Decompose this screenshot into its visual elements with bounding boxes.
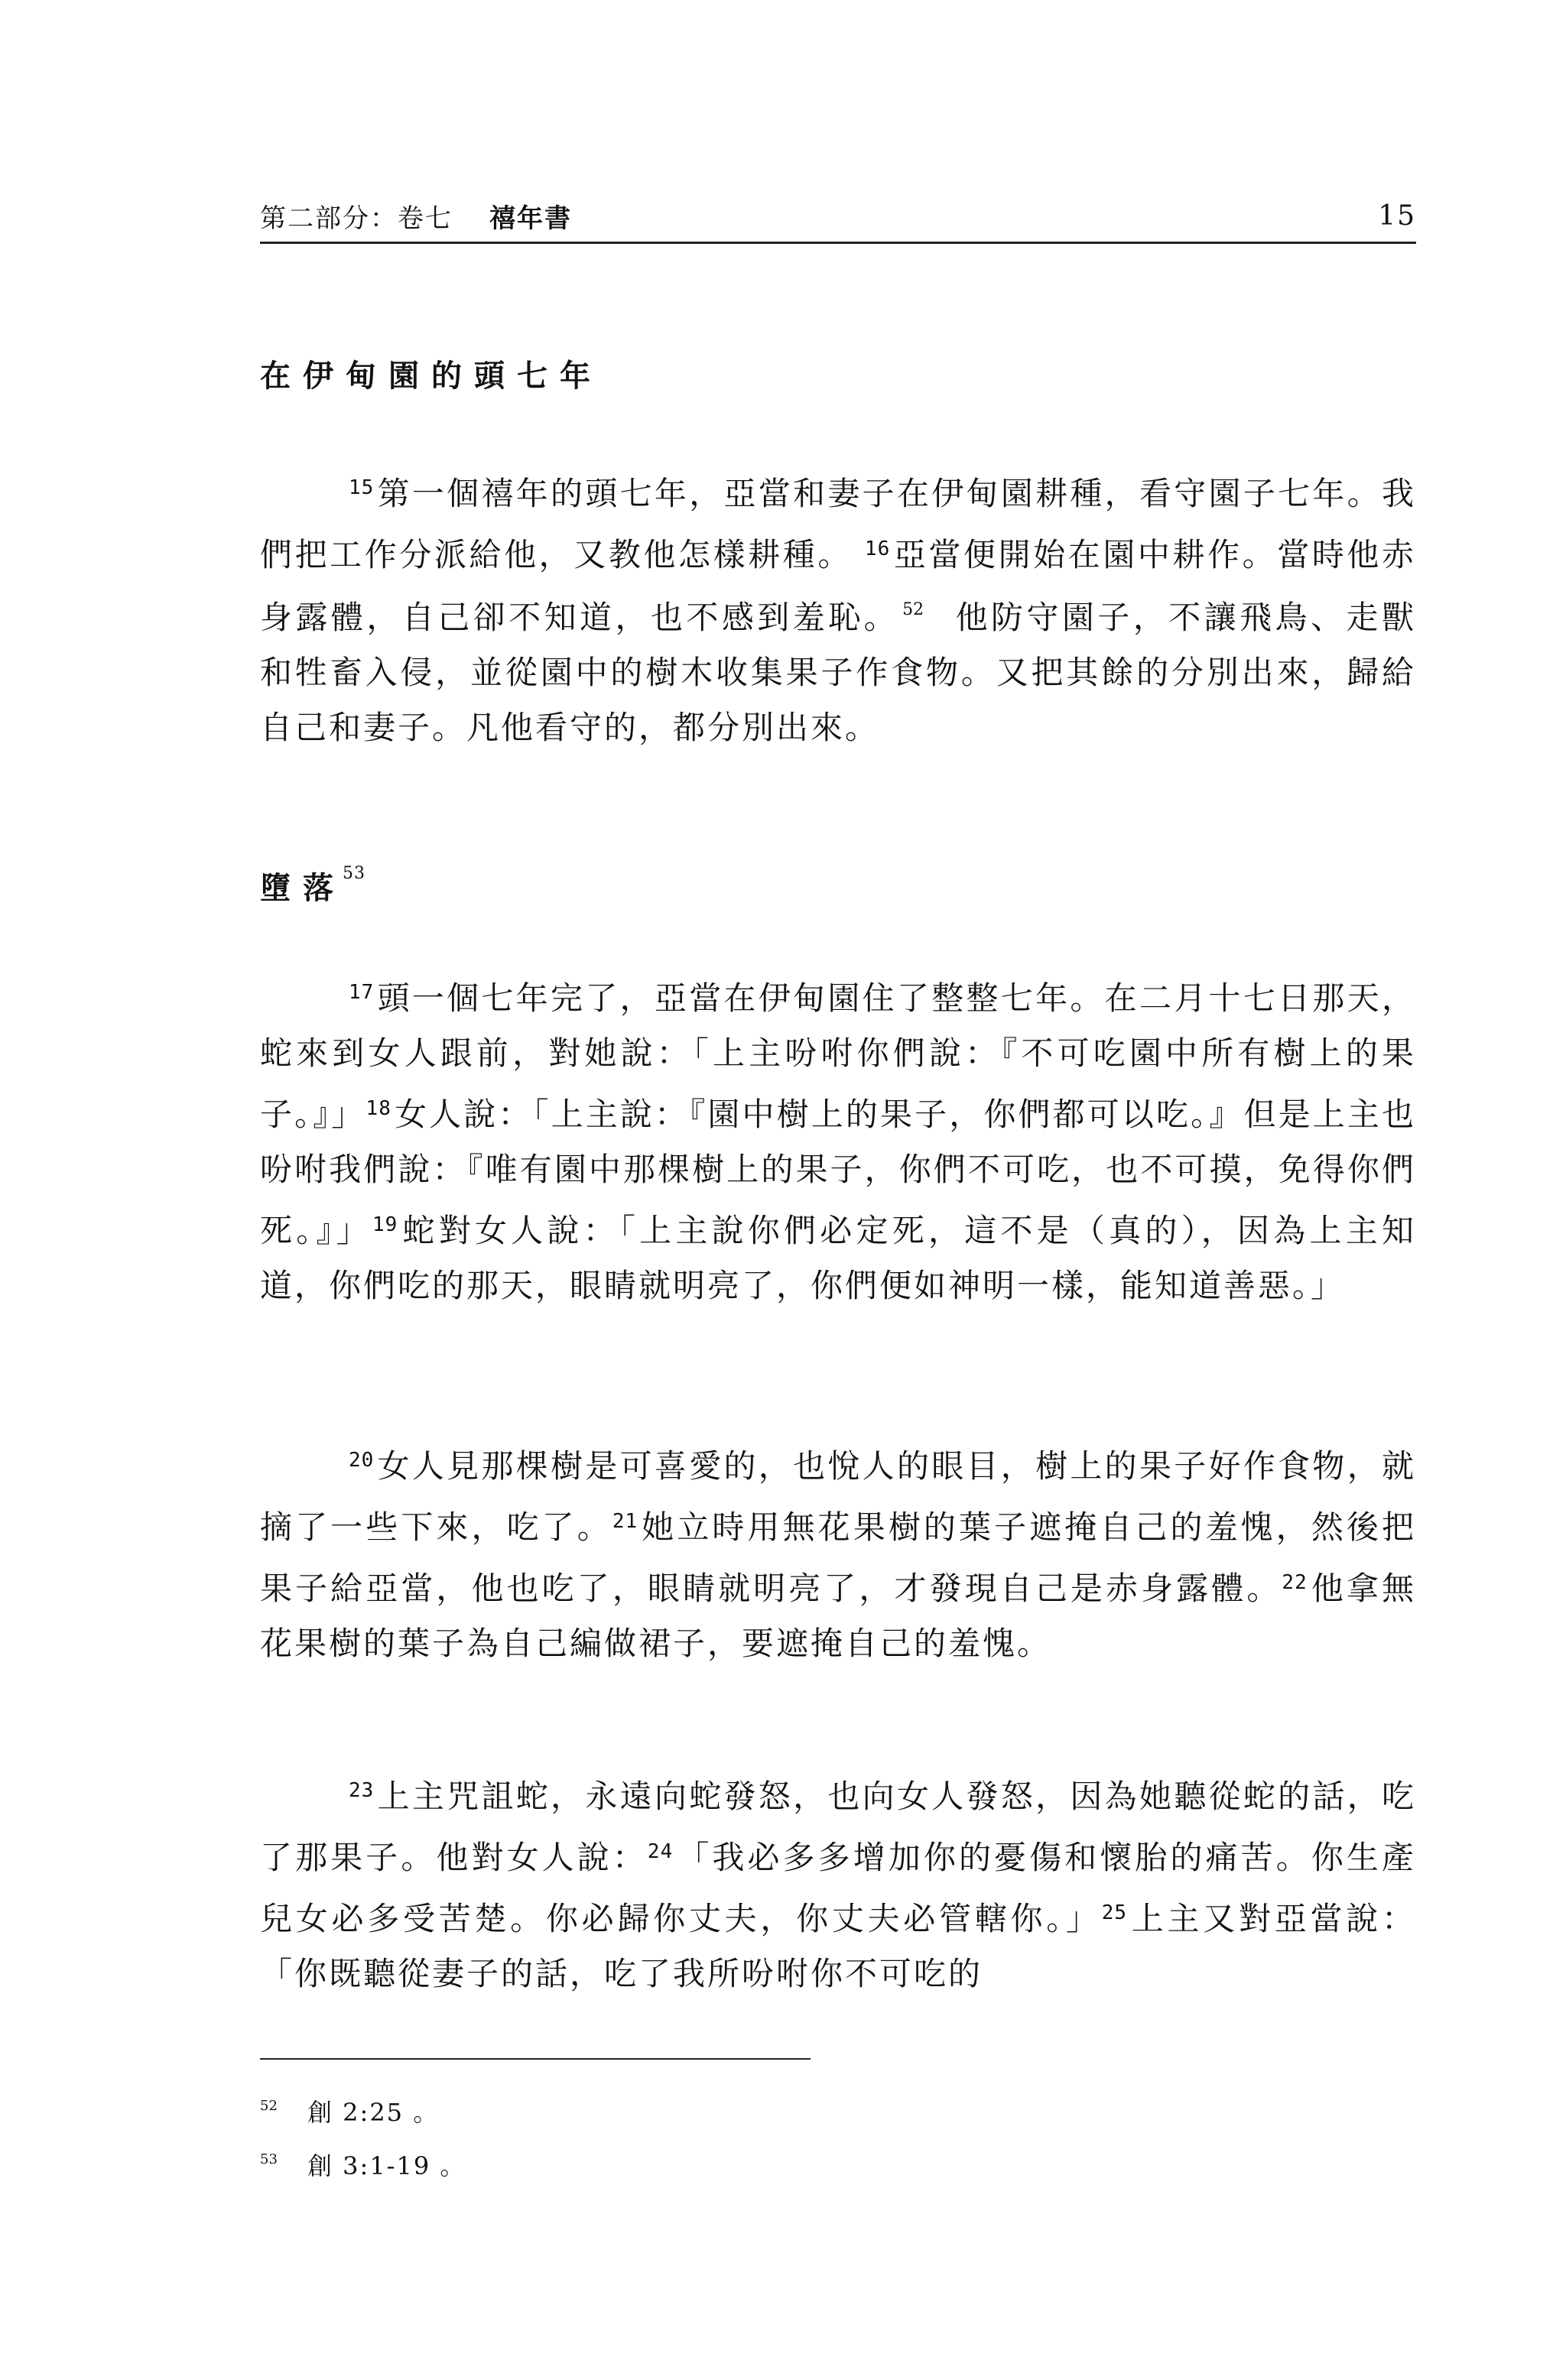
header-title	[260, 197, 572, 235]
verse-number-24: 24	[647, 1840, 674, 1863]
verse-text-23: 上主咒詛蛇，永遠向蛇發怒，也向女人發怒，因為她聽從蛇的話，吃了那果子。他對女人說：	[260, 1778, 1416, 1876]
section-title-the-fall	[260, 864, 366, 908]
verse-text-18: 女人說：「上主說：『園中樹上的果子，你們都可以吃。』但是上主也吩咐我們說：『唯有園中那棵樹上的果子，你們不可吃，也不可摸，免得你們死。』」	[260, 1096, 1416, 1249]
verse-text-20: 女人見那棵樹是可喜愛的，也悅人的眼目，樹上的果子好作食物，就摘了一些下來，吃了。	[260, 1447, 1416, 1546]
paragraph-verses-23-25	[260, 1763, 1416, 2002]
footnote-text: 創 3:1-19 。	[307, 2151, 466, 2180]
verse-number-21: 21	[612, 1510, 638, 1533]
footnote-number: 53	[260, 2151, 278, 2167]
verse-number-20: 20	[349, 1449, 375, 1472]
paragraph-verses-17-19	[260, 965, 1416, 1313]
footnote-text: 創 2:25 。	[307, 2098, 440, 2127]
verse-text-25: 上主又對亞當說：「你既聽從妻子的話，吃了我所吩咐你不可吃的	[260, 1900, 1416, 1992]
footnote-marker-53: 53	[343, 864, 366, 883]
paragraph-verses-20-22	[260, 1433, 1416, 1671]
verse-text-21: 她立時用無花果樹的葉子遮掩自己的羞愧，然後把果子給亞當，他也吃了，眼睛就明亮了，才發現自己是赤身露體。	[260, 1508, 1416, 1607]
verse-text-17: 頭一個七年完了，亞當在伊甸園住了整整七年。在二月十七日那天，蛇來到女人跟前，對她說：「上主吩咐你們說：『不可吃園中所有樹上的果子。』」	[260, 979, 1416, 1133]
verse-text-24: 「我必多多增加你的憂傷和懷胎的痛苦。你生產兒女必多受苦楚。你必歸你丈夫，你丈夫必管轄你。」	[260, 1839, 1416, 1937]
footnote-marker-52: 52	[902, 600, 924, 619]
header-part: 第二部分：卷七	[260, 203, 453, 234]
verse-number-22: 22	[1282, 1571, 1308, 1594]
header-rule	[260, 242, 1416, 244]
verse-number-19: 19	[372, 1213, 398, 1236]
verse-text-16b: 他防守園子，不讓飛鳥、走獸和牲畜入侵，並從園中的樹木收集果子作食物。又把其餘的分別出來，歸給自己和妻子。凡他看守的，都分別出來。	[260, 599, 1416, 746]
page-number: 15	[1378, 200, 1416, 232]
verse-number-15: 15	[349, 476, 375, 499]
section-title-first-seven-years	[260, 352, 603, 395]
header-book: 禧年書	[489, 203, 572, 234]
verse-number-18: 18	[366, 1097, 392, 1120]
section-title-text: 墮落	[260, 871, 346, 906]
verse-number-25: 25	[1101, 1901, 1128, 1924]
verse-number-23: 23	[349, 1779, 375, 1802]
verse-number-17: 17	[349, 981, 375, 1004]
section-title-text: 在伊甸園的頭七年	[260, 359, 603, 394]
verse-text-15: 第一個禧年的頭七年，亞當和妻子在伊甸園耕種，看守園子七年。我們把工作分派給他，又教他怎樣耕種。	[260, 475, 1416, 573]
verse-text-16: 亞當便開始在園中耕作。當時他赤身露體，自己卻不知道，也不感到羞恥。	[260, 536, 1416, 636]
verse-number-16: 16	[864, 537, 891, 560]
footnote-52	[260, 2093, 439, 2128]
verse-text-19: 蛇對女人說：「上主說你們必定死，這不是（真的），因為上主知道，你們吃的那天，眼睛就明亮了，你們便如神明一樣，能知道善惡。」	[260, 1212, 1416, 1304]
verse-text-22: 他拿無花果樹的葉子為自己編做裙子，要遮掩自己的羞愧。	[260, 1570, 1416, 1662]
footnote-number: 52	[260, 2098, 278, 2114]
footnote-rule	[260, 2058, 811, 2060]
paragraph-verses-15-16	[260, 460, 1416, 755]
running-header	[260, 197, 1416, 234]
footnote-53	[260, 2147, 466, 2182]
